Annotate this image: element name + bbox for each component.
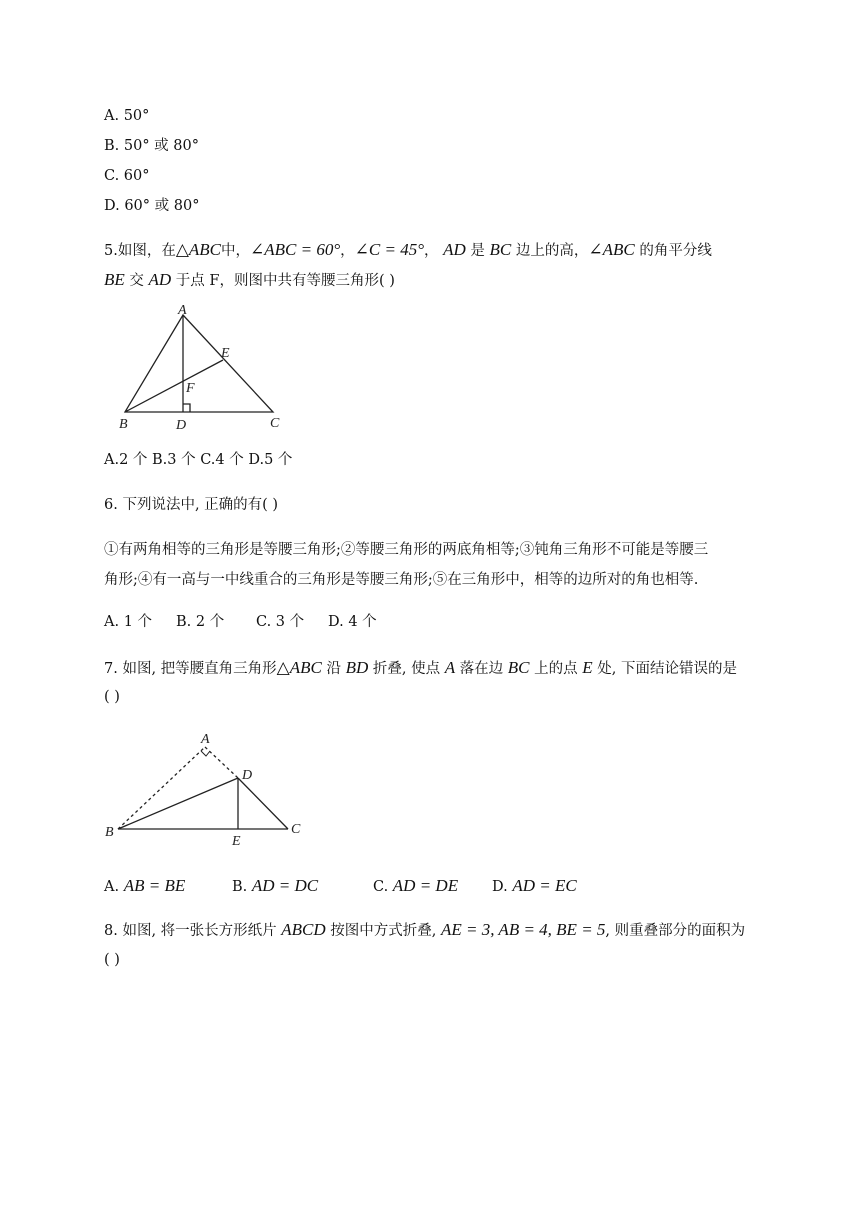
q4-option-d: [104, 196, 199, 216]
q5-label-c: C: [270, 416, 280, 431]
q8-question-line1: [104, 920, 745, 941]
q7-option-b: AD = DC: [251, 876, 319, 895]
q5-math: BC: [489, 240, 512, 259]
q7-text: 折叠, 使点: [372, 661, 441, 677]
q5-options-text: A.2 个 B.3 个 C.4 个 D.5 个: [104, 452, 293, 468]
q7-triangle-figure: [100, 730, 315, 855]
q7-option-d-label: D.: [492, 879, 508, 895]
q8-paren: ( ): [104, 952, 120, 968]
q7-math: E: [582, 658, 593, 677]
q5-label-b: B: [119, 417, 128, 432]
q4-option-a: [104, 106, 149, 126]
q7-question-line1: [104, 658, 737, 679]
q7-math: BC: [507, 658, 530, 677]
q4-option-b: [104, 136, 199, 156]
q5-bisector-be: [125, 360, 223, 412]
q6-body-text: 角形;④有一高与一中线重合的三角形是等腰三角形;⑤在三角形中，相等的边所对的角也相等.: [104, 572, 699, 588]
q5-label-f: F: [186, 381, 195, 396]
q7-right-angle-mark: [201, 751, 210, 756]
q7-option-b-label: B.: [232, 879, 248, 895]
q4-option-c-text: C. 60°: [104, 168, 150, 184]
q5-label-d: D: [176, 418, 187, 433]
q5-math: ∠C = 45°: [354, 240, 425, 259]
q7-text: 处, 下面结论错误的是: [597, 661, 737, 677]
q6-body-line1: [104, 540, 708, 560]
q7-side-dc: [238, 778, 288, 829]
q5-text: 中，: [221, 243, 251, 259]
q7-dashed-ab: [118, 747, 205, 829]
q5-math: △ABC: [175, 240, 222, 259]
q8-question-line2: [104, 950, 120, 970]
q4-option-c: [104, 166, 150, 186]
q8-text: 按图中方式折叠,: [330, 923, 437, 939]
q7-text: 沿: [326, 661, 341, 677]
q6-option-d: D. 4 个: [328, 614, 377, 630]
q8-math: AE = 3, AB = 4, BE = 5: [441, 920, 606, 939]
q7-text: 落在边: [459, 661, 504, 677]
q5-question-line1: [104, 240, 712, 261]
q5-math: AD: [148, 270, 172, 289]
q8-text: 8. 如图, 将一张长方形纸片: [104, 923, 277, 939]
q4-option-d-text: D. 60° 或 80°: [104, 198, 200, 214]
q5-text: 边上的高，: [515, 243, 589, 259]
q5-triangle-abc: [125, 315, 273, 412]
q5-options: [104, 450, 292, 470]
q5-triangle-figure: [110, 300, 300, 435]
q7-math: △ABC: [276, 658, 322, 677]
q7-label-d: D: [242, 768, 253, 783]
q4-option-b-text: B. 50° 或 80°: [104, 138, 199, 154]
q5-math: BE: [104, 270, 125, 289]
q7-option-a: AB = BE: [123, 876, 186, 895]
q7-text: 7. 如图, 把等腰直角三角形: [104, 661, 277, 677]
q7-option-c-label: C.: [373, 879, 389, 895]
q6-body-text: ①有两角相等的三角形是等腰三角形;②等腰三角形的两底角相等;③钝角三角形不可能是等腰三: [104, 542, 709, 558]
q6-option-b: B. 2 个: [176, 614, 225, 630]
q5-math: ∠ABC: [588, 240, 635, 259]
q7-label-a: A: [201, 732, 210, 747]
q6-option-a: A. 1 个: [104, 614, 153, 630]
q7-option-c: AD = DE: [392, 876, 459, 895]
q6-question-text: 6. 下列说法中, 正确的有( ): [104, 497, 279, 513]
q7-paren: ( ): [104, 689, 120, 705]
q7-fold-bd: [118, 778, 238, 829]
q5-text: 5.如图，在: [104, 243, 176, 259]
q7-options: [104, 876, 577, 897]
q5-label-e: E: [221, 346, 230, 361]
q5-question-line2: [104, 270, 395, 291]
q4-option-a-text: A. 50°: [104, 108, 150, 124]
q5-text: 的角平分线: [639, 243, 712, 259]
q7-option-d: AD = EC: [512, 876, 577, 895]
q6-question: [104, 495, 278, 515]
q6-body-line2: [104, 570, 698, 590]
q7-math: BD: [345, 658, 369, 677]
q7-label-e: E: [232, 834, 241, 849]
q7-question-line2: [104, 687, 120, 707]
q7-text: 上的点: [534, 661, 578, 677]
q7-option-a-label: A.: [104, 879, 120, 895]
q5-math: AD: [443, 240, 466, 259]
q5-text: 是: [470, 243, 485, 259]
q5-text: 交: [129, 273, 144, 289]
q7-label-b: B: [105, 825, 114, 840]
q5-text: 于点 F，则图中共有等腰三角形( ): [175, 273, 395, 289]
q5-text: ，: [340, 243, 355, 259]
q5-math: ∠ABC = 60°: [250, 240, 341, 259]
q8-math: ABCD: [281, 920, 326, 939]
q5-text: ，: [424, 243, 439, 259]
q7-label-c: C: [291, 822, 301, 837]
q6-option-c: C. 3 个: [256, 614, 305, 630]
q7-math: A: [444, 658, 456, 677]
q5-right-angle-mark: [183, 404, 190, 412]
q6-options: [104, 612, 377, 632]
q8-text: , 则重叠部分的面积为: [605, 923, 746, 939]
q5-label-a: A: [178, 303, 187, 318]
